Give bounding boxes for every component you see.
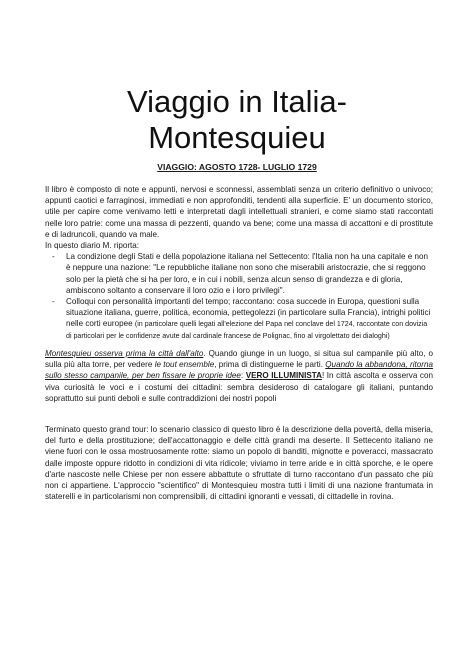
- highlight-observation: Montesquieu osserva prima la città dall'alto: [45, 349, 204, 358]
- intro-lead: In questo diario M. riporta:: [45, 241, 140, 251]
- list-marker: -: [52, 297, 55, 307]
- list-item-text: La condizione degli Stati e della popolazione italiana nel Settecento: l'Italia non ha una capitale e non è neppure una nazione: "Le repubbliche italiane non sono che miserabili aristocrazie, che si reggono solo per la pietà che si ha per loro, e in cui i nobili, senza alcun senso di grandezza e di gloria, ambiscono soltanto a conservare il loro ozio e i loro privilegi".: [66, 252, 428, 295]
- title-line-2: Montesquieu: [148, 120, 326, 155]
- highlight-illuminist: VERO ILLUMINISTA: [245, 371, 322, 381]
- conclusion-paragraph: Terminato questo grand tour: lo scenario classico di questo libro è la descrizione della povertà, della miseria, del furto e della prostituzione; dell'accattonaggio e delle città grandi ma deserte. Il Settecento italiano ne viene fuori con le ossa mostruosamente rotte: siamo un popolo di banditi, mignotte e poveracci, massacrato dalle imposte oppure ridotto in condizioni di vita ridicole; viviamo in terre aride e in città sporche, e le opere d'arte nascoste nelle Chiese per non essere abbattute o sfruttate di turno raccontano d'un passato che più non ci appartiene. L'approccio "scientifico" di Montesquieu mostra tutti i limiti di una nazione frantumata in staterelli e in particolarismi non comprensibili, di cittadini ignoranti e vessati, di cittadelle in rovina.: [45, 425, 433, 502]
- paragraph-text: . Quando giunge in un luogo, si situa sul campanile più alto, o sulla più alta torre, per vedere: [45, 349, 433, 370]
- paragraph-text: , prima di distinguerne le parti.: [214, 360, 326, 370]
- report-list: [45, 251, 433, 341]
- observation-paragraph: [45, 348, 433, 404]
- list-marker: -: [52, 252, 55, 262]
- list-item: [45, 296, 433, 342]
- paragraph-text: ! In città ascolta e osserva con viva curiosità le voci e i costumi dei cittadini: sembra desideroso di catalogare gli italiani, puntando soprattutto sui punti deboli e sulle contraddizioni dei nostri popoli: [45, 371, 433, 403]
- document-subtitle: VIAGGIO: AGOSTO 1728- LUGLIO 1729: [157, 162, 317, 172]
- list-item-text: Colloqui con personalità importanti del tempo; raccontano: cosa succede in Europa, questioni sulla situazione italiana, guerre, politica, economia, pettegolezzi (in particolare sulla Francia), intrighi politici nelle corti europee: [66, 297, 431, 329]
- document-title: [0, 84, 474, 156]
- list-item-note: (in particolare quelli legati all'elezione del Papa nel conclave del 1724, raccontate con dovizia di particolari per le confidenze avute dal cardinale francese de Polignac, fino al virgolettato dei dialoghi): [66, 320, 428, 341]
- intro-paragraph: Il libro è composto di note e appunti, nervosi e sconnessi, assemblati senza un criterio definitivo o univoco; appunti caotici e farraginosi, immediati e non approfonditi, tendenti alla superficie. E' un documento storico, utile per capire come venivamo letti e interpretati dagli intellettuali stranieri, e come siamo stati raccontati nelle loro patrie: come una massa di pezzenti, quando va bene; come una massa di accattoni e di prostitute e di ladruncoli, quando va male.: [45, 185, 433, 239]
- list-item: [45, 251, 433, 296]
- intro-section: [45, 184, 433, 342]
- title-line-1: Viaggio in Italia-: [126, 84, 347, 119]
- italic-phrase: le tout ensemble: [154, 360, 215, 370]
- highlight-return: Quando la abbandona, ritorna sullo stesso campanile, per ben fissare le proprie idee: [45, 360, 433, 381]
- paragraph-text: :: [240, 371, 246, 381]
